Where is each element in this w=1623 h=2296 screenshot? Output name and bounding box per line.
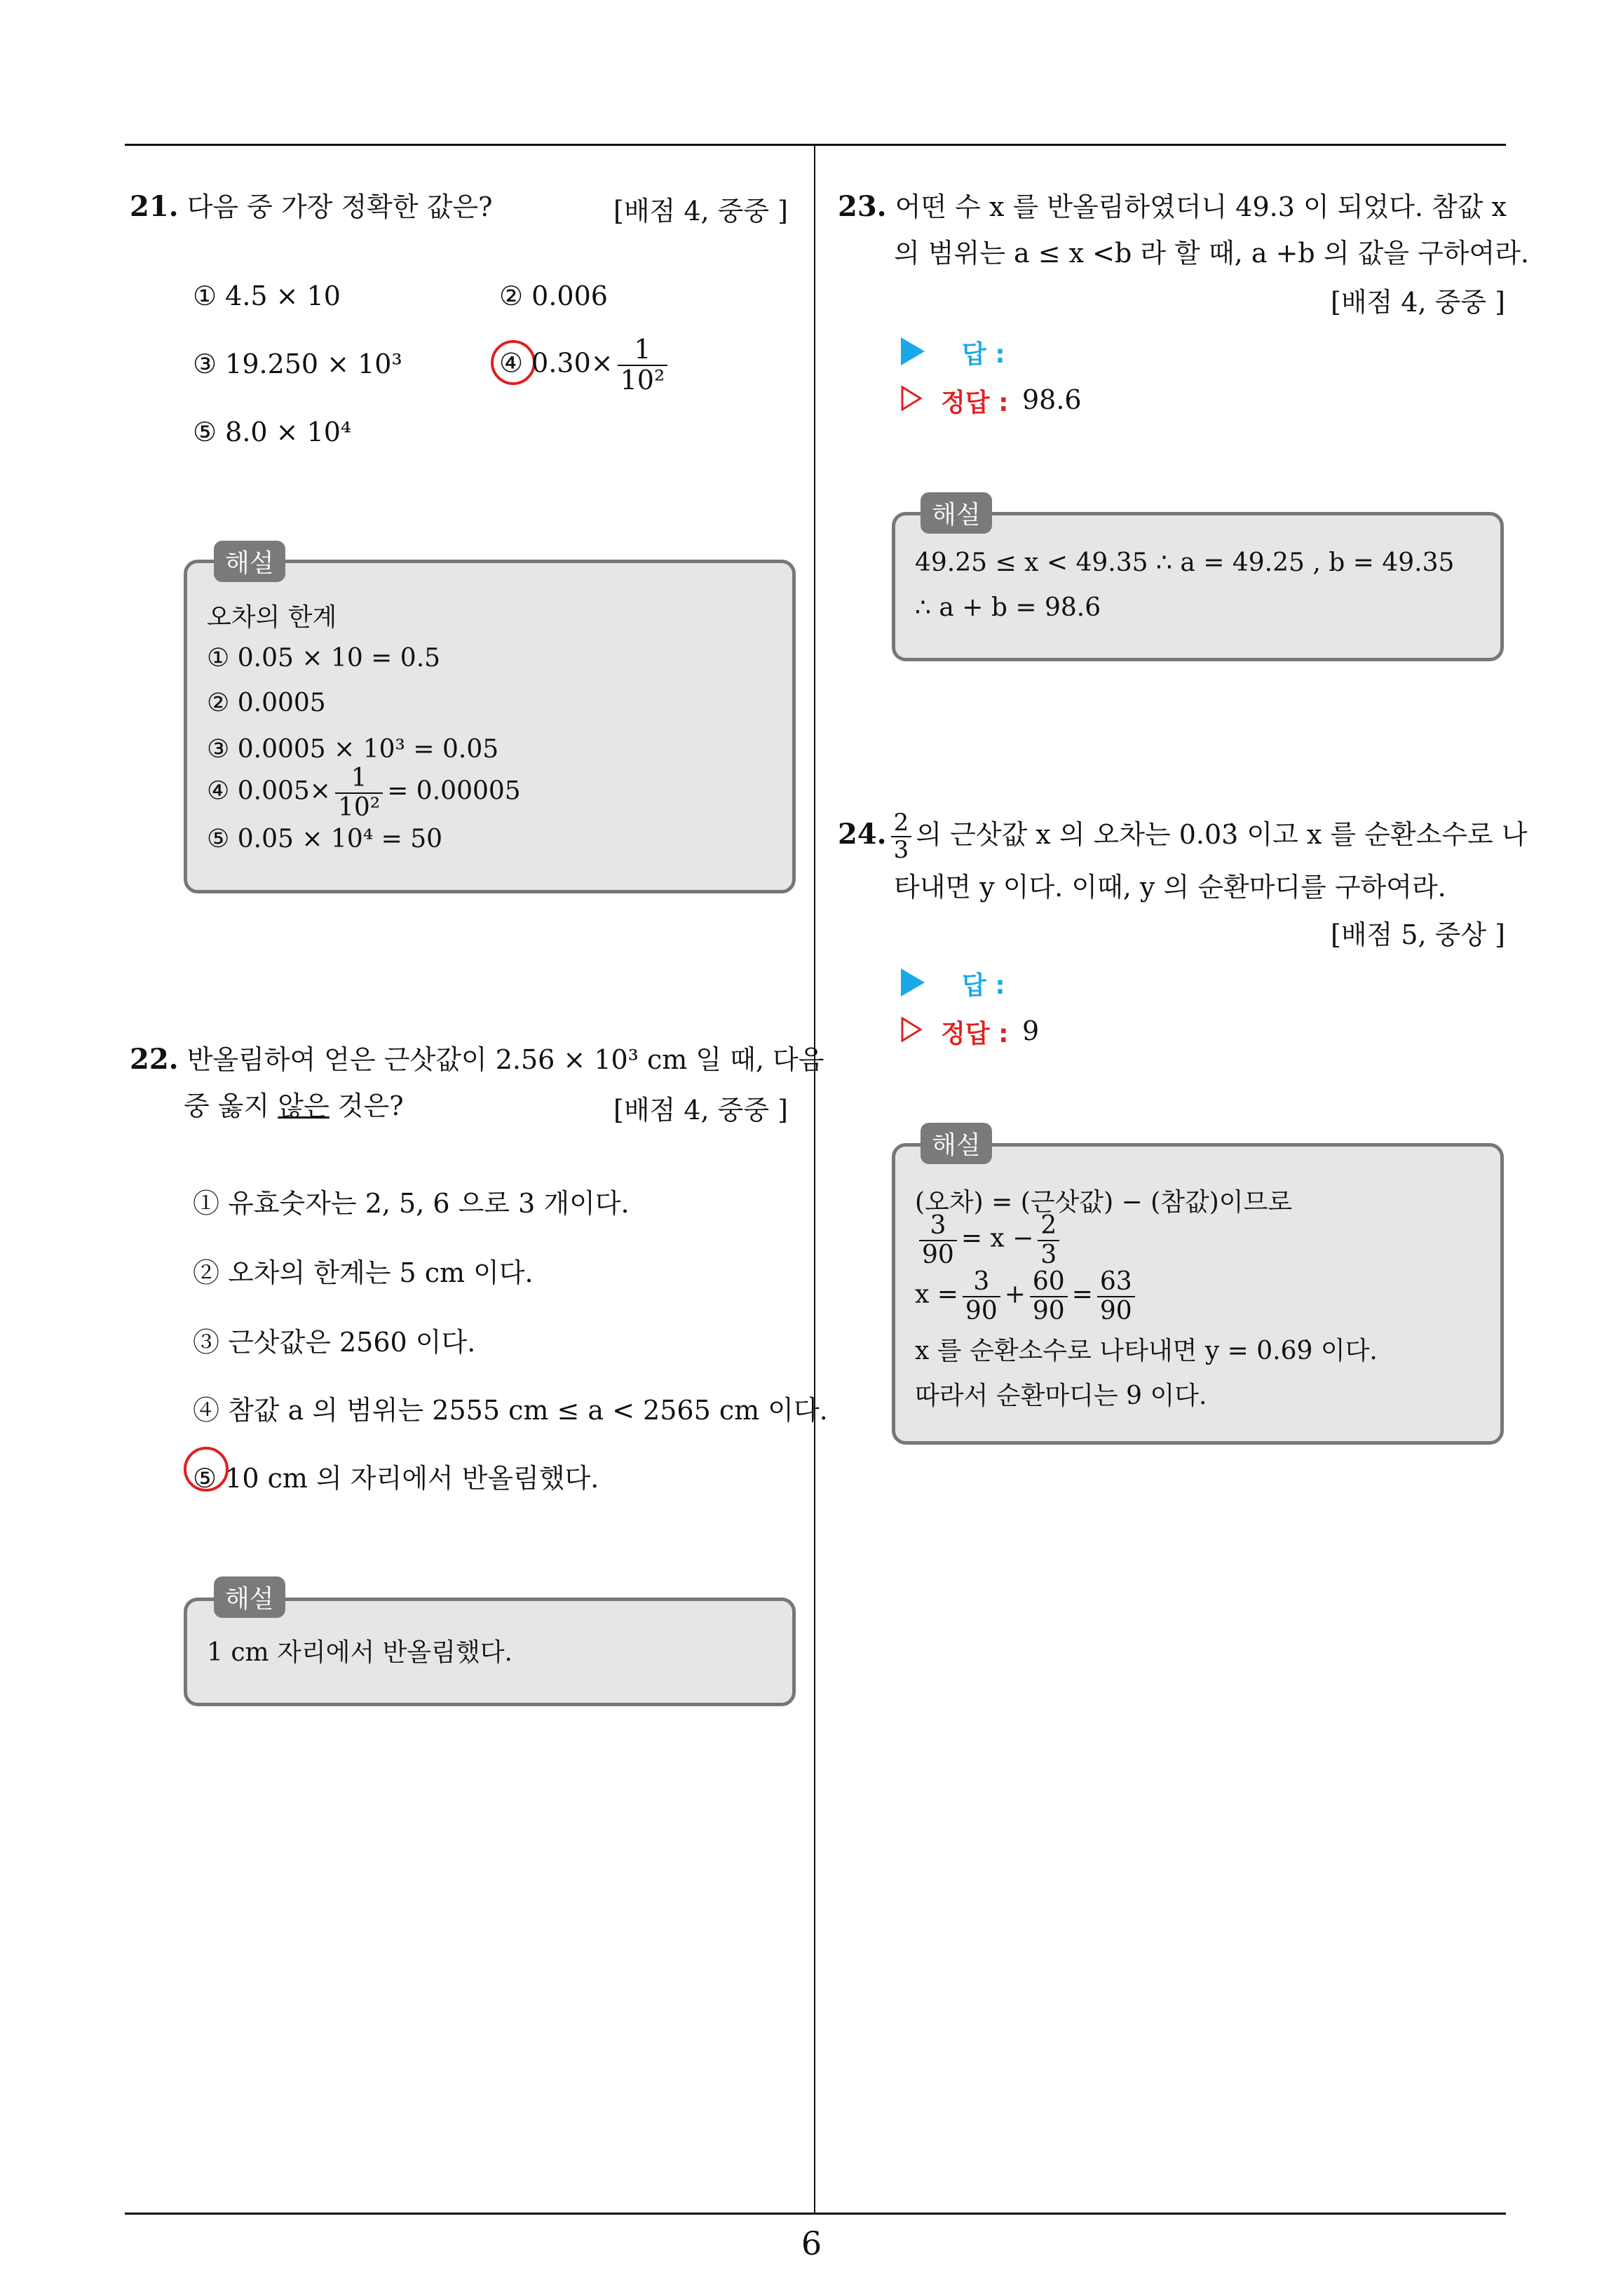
fraction: $\frac{1}{\text{10²}}$ [618,335,668,396]
question-number: 22. [130,1043,179,1076]
explanation-line: ⑤ 0.05 × 10⁴ = 50 [207,825,443,853]
correct-answer-value: 98.6 [1022,384,1082,415]
correct-answer-label: 정답 : [941,1020,1009,1048]
explanation-tag: 해설 [921,492,992,534]
option-5[interactable] [193,1457,599,1495]
explanation-line: ① 0.05 × 10 = 0.5 [207,644,441,673]
explanation-line: 따라서 순환마디는 9 이다. [915,1382,1207,1410]
question-number: 24. [838,817,887,851]
question-text: 반올림하여 얻은 근삿값이 2.56 × 10³ cm 일 때, 다음 [186,1044,824,1075]
explanation-title: 오차의 한계 [207,603,337,632]
question-23 [838,184,1507,230]
question-meta: [배점 4, 중중 ] [613,196,788,227]
option-5-number: ⑤ [193,1463,217,1494]
option-1[interactable]: ① 4.5 × 10 [193,281,341,311]
correct-answer-arrow-icon [901,386,922,411]
question-24 [838,810,1528,864]
answer-label: 답 : [962,971,1005,1000]
answer-arrow-icon [901,337,925,365]
option-2[interactable]: ② 오차의 한계는 5 cm 이다. [193,1257,534,1288]
option-4-number: ④ [499,347,524,379]
explanation-line: ③ 0.0005 × 10³ = 0.05 [207,735,499,764]
option-3[interactable]: ③ 근삿값은 2560 이다. [193,1327,476,1358]
question-22 [130,1036,824,1083]
fraction: $\frac{1}{\text{10²}}$ [335,764,383,821]
question-text: 다음 중 가장 정확한 값은? [186,191,493,222]
question-text: 의 근삿값 x 의 오차는 0.03̇ 이고 x 를 순환소수로 나 [916,818,1528,850]
explanation-line: 1 cm 자리에서 반올림했다. [207,1638,512,1667]
explanation-line: ④ 0.005× $\frac{1}{\text{10²}}$ = 0.00005 [207,764,521,822]
explanation-line: ② 0.0005 [207,689,326,717]
fraction: $\frac{2}{3}$ [891,810,912,864]
question-21 [130,184,492,230]
correct-answer-label: 정답 : [941,389,1009,417]
bottom-rule [125,2213,1506,2215]
explanation-box-23 [892,512,1504,661]
option-4[interactable]: ④ 참값 a 의 범위는 2555 cm ≤ a < 2565 cm 이다. [193,1395,828,1426]
question-meta: [배점 4, 중중 ] [613,1095,788,1126]
explanation-line: (오차) = (근삿값) − (참값)이므로 [915,1188,1293,1217]
correct-answer-value: 9 [1022,1015,1040,1046]
question-text-line2: 중 옳지 않은 것은? [184,1090,404,1121]
question-text-line2: 타내면 y 이다. 이때, y 의 순환마디를 구하여라. [894,872,1446,903]
column-divider [814,145,815,2213]
explanation-tag: 해설 [214,1576,285,1618]
option-2[interactable]: ② 0.006 [499,281,608,311]
option-3[interactable]: ③ 19.250 × 10³ [193,349,402,379]
underlined-word: 않은 [278,1090,330,1121]
explanation-line: ∴ a + b = 98.6 [915,593,1101,622]
page-number: 6 [801,2224,822,2262]
fraction: $\frac{2}{3}$ [1038,1212,1059,1269]
question-text: 어떤 수 x 를 반올림하였더니 49.3 이 되었다. 참값 x [895,191,1507,222]
option-4[interactable] [499,335,672,396]
fraction: $\frac{60}{90}$ [1030,1268,1068,1325]
question-number: 23. [838,190,887,223]
explanation-equation: $\frac{3}{90}$ = x − $\frac{2}{3}$ [915,1212,1064,1269]
explanation-tag: 해설 [921,1123,992,1164]
question-text-line2: 의 범위는 a ≤ x <b 라 할 때, a +b 의 값을 구하여라. [894,238,1530,269]
top-rule [125,144,1506,146]
option-4-text: 0.30× [531,347,613,379]
option-5-text: 10 cm 의 자리에서 반올림했다. [225,1463,599,1494]
explanation-tag: 해설 [214,541,285,582]
correct-answer-arrow-icon [901,1017,922,1042]
option-5[interactable]: ⑤ 8.0 × 10⁴ [193,417,352,447]
question-number: 21. [130,190,179,223]
explanation-line: x 를 순환소수로 나타내면 y = 0.69̇ 이다. [915,1337,1378,1365]
answer-label: 답 : [962,340,1005,369]
option-1[interactable]: ① 유효숫자는 2, 5, 6 으로 3 개이다. [193,1188,630,1219]
explanation-line: 49.25 ≤ x < 49.35 ∴ a = 49.25 , b = 49.35 [915,548,1455,577]
fraction: $\frac{63}{90}$ [1097,1268,1135,1325]
explanation-equation: x = $\frac{3}{90}$ + $\frac{60}{90}$ = $\frac{63}{90}$ [915,1268,1139,1325]
fraction: $\frac{3}{90}$ [963,1268,1000,1325]
answer-arrow-icon [901,968,925,997]
question-meta: [배점 4, 중중 ] [1331,287,1505,318]
question-meta: [배점 5, 중상 ] [1331,919,1505,950]
fraction: $\frac{3}{90}$ [919,1212,957,1269]
